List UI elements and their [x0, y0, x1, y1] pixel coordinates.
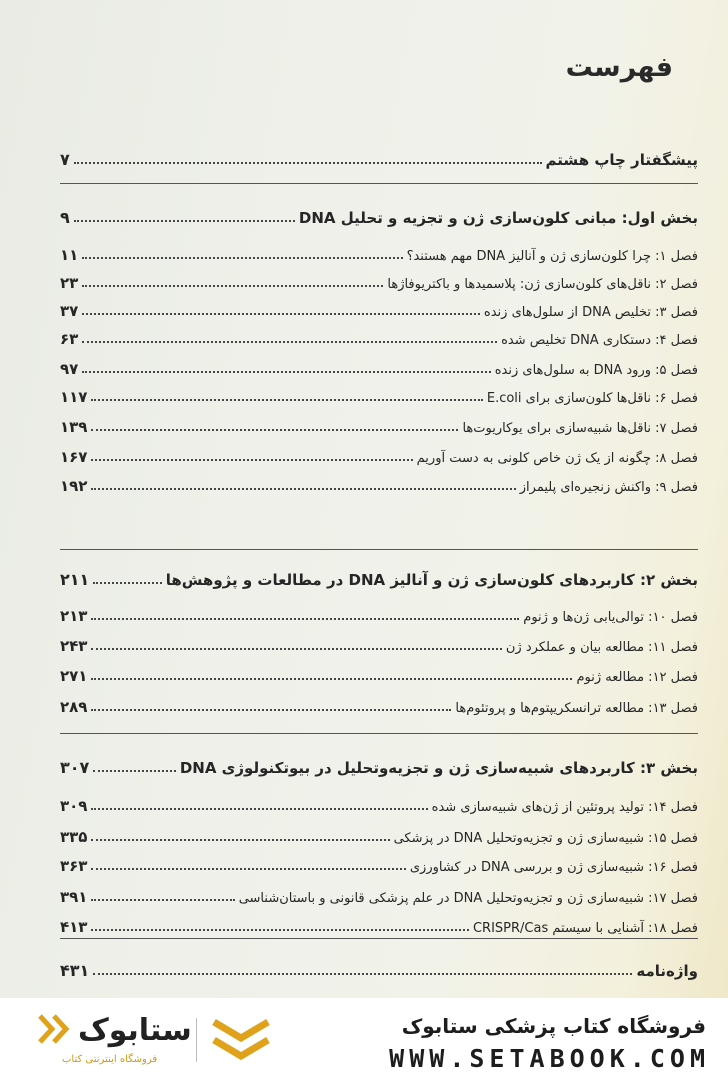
toc-page-number: ۲۱۳: [60, 607, 88, 625]
toc-chapter-entry: [60, 882, 698, 906]
double-chevron-right-icon: [36, 1012, 76, 1046]
toc-page-number: ۳۹۱: [60, 888, 88, 906]
dot-leader: [93, 582, 161, 584]
toc-entry-title: فصل ۱۰: توالی‌یابی ژن‌ها و ژنوم: [523, 610, 698, 625]
toc-page-number: ۷: [60, 150, 70, 169]
toc-entry-title: فصل ۱۲: مطالعه ژنوم: [576, 670, 698, 685]
toc-chapter-entry: [60, 354, 698, 378]
toc-page-number: ۹۷: [60, 360, 79, 378]
dot-leader: [91, 899, 234, 901]
toc-chapter-entry: [60, 382, 698, 406]
toc-entry-title: فصل ۱۷: شبیه‌سازی ژن و تجزیه‌وتحلیل DNA در علم پزشکی قانونی و باستان‌شناسی: [238, 891, 698, 906]
toc-chapter-entry: [60, 791, 698, 815]
toc-entry-title: فصل ۱۳: مطالعه ترانسکریپتوم‌ها و پروتئوم‌ها: [455, 701, 698, 716]
toc-chapter-entry: [60, 912, 698, 936]
toc-entry-title: فصل ۵: ورود DNA به سلول‌های زنده: [494, 363, 698, 378]
toc-entry-title: فصل ۱۱: مطالعه بیان و عملکرد ژن: [505, 640, 698, 655]
toc-page-number: ۲۴۳: [60, 637, 88, 655]
dot-leader: [74, 220, 295, 222]
section-divider: [60, 183, 698, 184]
dot-leader: [91, 648, 501, 650]
toc-chapter-entry: [60, 692, 698, 716]
toc-entry-title: فصل ۲: ناقل‌های کلون‌سازی ژن: پلاسمیدها و باکتریوفاژها: [387, 277, 698, 292]
toc-entry-title: بخش ۳: کاربردهای شبیه‌سازی ژن و تجزیه‌وتحلیل در بیوتکنولوژی DNA: [179, 759, 698, 777]
logo-divider: [196, 1018, 197, 1062]
toc-page-number: ۳۳۵: [60, 828, 88, 846]
toc-chapter-entry: [60, 631, 698, 655]
toc-part-entry: [60, 956, 698, 980]
store-name: فروشگاه کتاب پزشکی ستابوک: [401, 1014, 706, 1038]
dot-leader: [91, 678, 572, 680]
toc-part-entry: [60, 145, 698, 169]
section-divider: [60, 549, 698, 550]
toc-chapter-entry: [60, 324, 698, 348]
toc-entry-title: فصل ۸: چگونه از یک ژن خاص کلونی به دست آوریم: [416, 451, 698, 466]
dot-leader: [91, 488, 515, 490]
store-url: WWW.SETABOOK.COM: [389, 1044, 710, 1073]
toc-chapter-entry: [60, 412, 698, 436]
section-divider: [60, 938, 698, 939]
toc-page-number: ۳۷: [60, 302, 79, 320]
toc-page-number: ۲۱۱: [60, 570, 90, 589]
table-of-contents: [60, 0, 698, 998]
toc-page-number: ۱۶۷: [60, 448, 88, 466]
dot-leader: [91, 399, 482, 401]
toc-page-number: ۹: [60, 208, 70, 227]
dot-leader: [82, 257, 402, 259]
dot-leader: [82, 341, 497, 343]
toc-page-number: ۱۱: [60, 246, 79, 264]
toc-chapter-entry: [60, 822, 698, 846]
store-logo-subtitle: فروشگاه اینترنتی کتاب: [62, 1054, 158, 1065]
toc-entry-title: فصل ۱۴: تولید پروتئین از ژن‌های شبیه‌سازی شده: [431, 800, 698, 815]
toc-page-number: ۱۳۹: [60, 418, 88, 436]
toc-part-entry: [60, 203, 698, 227]
toc-chapter-entry: [60, 851, 698, 875]
toc-entry-title: بخش ۲: کاربردهای کلون‌سازی ژن و آنالیز DNA در مطالعات و پژوهش‌ها: [165, 571, 698, 589]
toc-entry-title: فصل ۷: ناقل‌ها شبیه‌سازی برای یوکاریوت‌ها: [462, 421, 698, 436]
dot-leader: [82, 313, 480, 315]
toc-chapter-entry: [60, 661, 698, 685]
toc-entry-title: فصل ۴: دستکاری DNA تخلیص شده: [501, 333, 698, 348]
toc-chapter-entry: [60, 296, 698, 320]
toc-entry-title: فصل ۶: ناقل‌ها کلون‌سازی برای E.coli: [486, 391, 698, 406]
dot-leader: [91, 459, 412, 461]
dot-leader: [82, 285, 383, 287]
toc-chapter-entry: [60, 240, 698, 264]
toc-entry-title: فصل ۹: واکنش زنجیره‌ای پلیمراز: [519, 480, 698, 495]
dot-leader: [91, 839, 389, 841]
toc-page-number: ۶۳: [60, 330, 79, 348]
toc-page-number: ۳۰۹: [60, 797, 88, 815]
toc-part-entry: [60, 753, 698, 777]
store-footer: [0, 998, 728, 1080]
toc-part-entry: [60, 565, 698, 589]
toc-entry-title: فصل ۱: چرا کلون‌سازی ژن و آنالیز DNA مهم هستند؟: [406, 249, 698, 264]
stacked-chevron-down-icon: [210, 1016, 272, 1064]
toc-entry-title: فصل ۱۸: آشنایی با سیستم CRISPR/Cas: [472, 921, 698, 936]
toc-page-number: ۳۰۷: [60, 758, 90, 777]
toc-page-number: ۱۱۷: [60, 388, 88, 406]
dot-leader: [93, 973, 632, 975]
toc-chapter-entry: [60, 471, 698, 495]
toc-page-number: ۳۶۳: [60, 857, 88, 875]
dot-leader: [93, 770, 176, 772]
section-divider: [60, 733, 698, 734]
toc-page-number: ۲۸۹: [60, 698, 88, 716]
dot-leader: [91, 929, 469, 931]
dot-leader: [91, 868, 405, 870]
toc-chapter-entry: [60, 601, 698, 625]
dot-leader: [82, 371, 490, 373]
toc-page-number: ۲۳: [60, 274, 79, 292]
toc-entry-title: فصل ۱۵: شبیه‌سازی ژن و تجزیه‌وتحلیل DNA در پزشکی: [393, 831, 698, 846]
toc-page-number: ۴۳۱: [60, 961, 90, 980]
toc-page-number: ۲۷۱: [60, 667, 88, 685]
toc-entry-title: واژه‌نامه: [636, 962, 698, 980]
store-logo-text: ستابوک: [78, 1013, 192, 1048]
dot-leader: [74, 162, 542, 164]
toc-chapter-entry: [60, 442, 698, 466]
toc-entry-title: فصل ۳: تخلیص DNA از سلول‌های زنده: [483, 305, 698, 320]
page-title: فهرست: [565, 52, 673, 83]
dot-leader: [91, 808, 427, 810]
dot-leader: [91, 709, 451, 711]
toc-entry-title: پیشگفتار چاپ هشتم: [545, 151, 698, 169]
toc-entry-title: فصل ۱۶: شبیه‌سازی ژن و بررسی DNA در کشاورزی: [409, 860, 698, 875]
dot-leader: [91, 429, 458, 431]
toc-chapter-entry: [60, 268, 698, 292]
toc-page-number: ۴۱۳: [60, 918, 88, 936]
toc-entry-title: بخش اول: مبانی کلون‌سازی ژن و تجزیه و تحلیل DNA: [298, 209, 698, 227]
toc-page-number: ۱۹۲: [60, 477, 88, 495]
dot-leader: [91, 618, 519, 620]
